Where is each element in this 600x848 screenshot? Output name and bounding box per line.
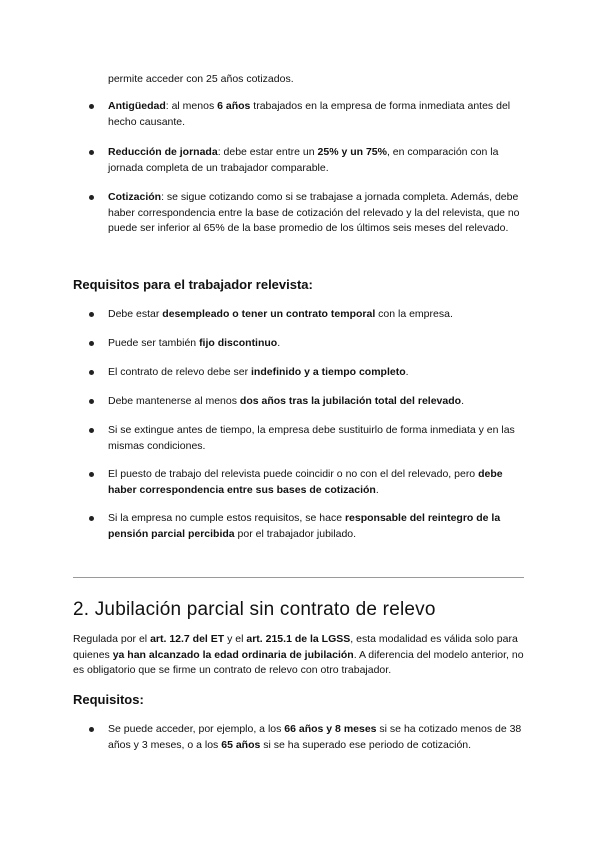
item-text: Puede ser también — [108, 337, 200, 349]
item-emphasis: 6 años — [217, 100, 251, 112]
item-emphasis: 65 años — [221, 738, 261, 751]
item-text: Si la empresa no cumple estos requisitos, se hace — [108, 512, 345, 524]
item-text: , en comparación con la jornada completa de un trabajador comparable. — [108, 146, 499, 174]
item-text: Debe mantenerse al menos — [108, 395, 240, 407]
item-text: . — [461, 395, 464, 407]
intro-text: y el — [224, 633, 247, 645]
item-text: Se puede acceder, por ejemplo, a los — [108, 723, 285, 735]
item-text: . — [405, 366, 409, 378]
item-text: . — [375, 483, 379, 496]
list-item-relevista — [108, 336, 528, 352]
item-term: Cotización — [108, 191, 162, 203]
list-item-relevista — [108, 467, 528, 498]
item-emphasis: desempleado o tener un contrato temporal — [162, 308, 376, 320]
item-text: con la empresa. — [375, 308, 453, 320]
item-text: : al menos — [165, 100, 218, 112]
item-text: por el trabajador jubilado. — [234, 527, 357, 540]
item-text: trabajados en la empresa de forma inmediata antes del hecho causante. — [108, 100, 511, 128]
item-text: si se ha cotizado menos de 38 años y 3 meses, o a los — [108, 723, 522, 751]
section-title: 2. Jubilación parcial sin contrato de relevo — [73, 599, 436, 620]
horizontal-divider — [73, 577, 524, 578]
intro-text: , esta modalidad es válida solo para quienes — [73, 633, 518, 661]
item-text: El puesto de trabajo del relevista puede coincidir o no con el del relevado, pero — [108, 468, 479, 480]
item-emphasis: indefinido y a tiempo completo — [251, 366, 406, 378]
list-item-antiguedad — [108, 99, 528, 130]
relevista-heading: Requisitos para el trabajador relevista: — [73, 277, 313, 292]
item-term: Antigüedad — [108, 100, 166, 112]
item-emphasis: dos años tras la jubilación total del relevado — [239, 395, 462, 407]
item-text: El contrato de relevo debe ser — [108, 366, 252, 378]
item-text: : debe estar entre un — [217, 146, 318, 158]
list-item-requisito — [108, 722, 528, 753]
list-item-relevista — [108, 365, 528, 381]
list-item-relevista — [108, 423, 528, 454]
item-emphasis: fijo discontinuo — [199, 337, 278, 349]
list-item-relevista — [108, 511, 528, 542]
item-text: . — [277, 337, 281, 349]
intro-emphasis: art. 215.1 de la LGSS — [246, 633, 351, 645]
item-text: Si se extingue antes de tiempo, la empresa debe sustituirlo de forma inmediata y en las mismas condiciones. — [108, 424, 515, 452]
item-text: : se sigue cotizando como si se trabajase a jornada completa. Además, debe haber correspondencia entre la base de cotización del relevado y la del relevista, que no puede ser inferior al 65% de la base promedio de los últimos seis meses del relevado. — [108, 191, 520, 234]
intro-text: Regulada por el — [73, 633, 151, 645]
continuation-text: permite acceder con 25 años cotizados. — [108, 73, 294, 85]
intro-emphasis: ya han alcanzado la edad ordinaria de jubilación — [112, 648, 354, 661]
item-emphasis: responsable del reintegro de la pensión parcial percibida — [108, 512, 501, 540]
intro-emphasis: art. 12.7 del ET — [150, 633, 225, 645]
item-term: Reducción de jornada — [108, 146, 218, 158]
intro-text: . A diferencia del modelo anterior, no es obligatorio que se firme un contrato de relevo con otro trabajador. — [73, 648, 524, 676]
list-item-relevista — [108, 394, 528, 410]
list-item-cotizacion — [108, 190, 528, 237]
item-emphasis: debe haber correspondencia entre sus bases de cotización — [108, 468, 503, 496]
item-text: si se ha superado ese periodo de cotización. — [260, 738, 472, 751]
list-item-relevista — [108, 307, 528, 323]
item-emphasis: 66 años y 8 meses — [284, 723, 377, 735]
section-intro — [73, 632, 525, 679]
item-text: Debe estar — [108, 308, 163, 320]
item-emphasis: 25% y un 75% — [317, 146, 387, 158]
list-item-reduccion-jornada — [108, 145, 528, 176]
requisitos-heading: Requisitos: — [73, 692, 144, 707]
